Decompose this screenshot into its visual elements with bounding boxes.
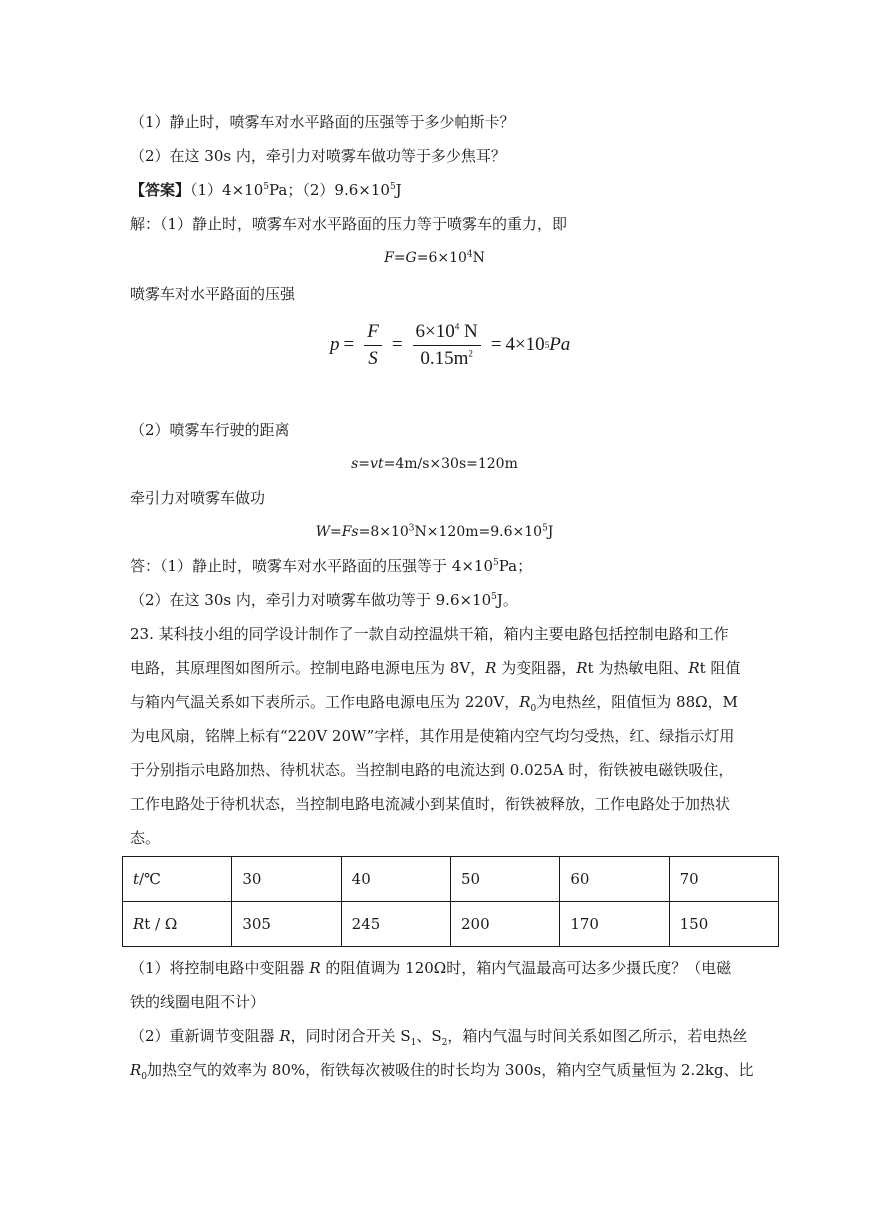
problem-23-line-2: 电路，其原理图如图所示。控制电路电源电压为 8V，R 为变阻器，Rt 为热敏电阻、Rt 阻值 [130,659,741,677]
pressure-label: 喷雾车对水平路面的压强 [130,285,296,303]
sub-question-1-line-2: 铁的线圈电阻不计） [130,993,266,1011]
question-2: （2）在这 30s 内，牵引力对喷雾车做功等于多少焦耳？ [130,147,506,165]
final-answer-1: 答：（1）静止时，喷雾车对水平路面的压强等于 $4\times 10^5Pa$； [130,557,533,575]
problem-23-line-5: 于分别指示电路加热、待机状态。当控制电路的电流达到 0.025A 时，衔铁被电磁铁吸住， [130,761,734,779]
table-header-cell: Rt / Ω [123,902,232,947]
problem-23-line-7: 态。 [130,829,161,847]
answer-part2-exp: 5 [389,182,396,192]
sub-question-2-line-1: （2）重新调节变阻器 R，同时闭合开关 $S_1$、$S_2$，箱内气温与时间关系如图乙所示，若电热丝 [130,1027,748,1048]
table-cell: 245 [341,902,450,947]
table-cell: 70 [669,857,778,902]
answer-part1-exp: 5 [263,182,269,192]
answer-part2: （2）9.6×10 [302,181,390,199]
question-1: （1）静止时，喷雾车对水平路面的压强等于多少帕斯卡？ [130,113,515,131]
table-cell: 30 [232,857,341,902]
table-cell: 170 [560,902,669,947]
table-header-cell: t/℃ [123,857,232,902]
answer-part2-unit: J [395,181,402,199]
problem-23-line-1: 23. 某科技小组的同学设计制作了一款自动控温烘干箱，箱内主要电路包括控制电路和工作 [130,625,729,643]
table-cell: 200 [450,902,559,947]
fraction-f-over-s: $\frac{F}{S}$ [364,321,382,370]
equation-distance: s=vt=4m/s×30s=120m [351,456,518,472]
problem-23-line-3: 与箱内气温关系如下表所示。工作电路电源电压为 220V，$R_0$为电热丝，阻值恒为 88Ω，M [130,693,738,714]
answer-line [130,180,402,200]
sub-question-1-line-1: （1）将控制电路中变阻器 R 的阻值调为 120Ω时，箱内气温最高可达多少摄氏度？（电磁 [130,959,732,977]
table-cell: 50 [450,857,559,902]
pressure-formula: p = $\frac{F}{S}$ = $\frac{6\times 10^4 N}{0.15m^2}$ = 4×10 5 Pa [330,320,571,369]
distance-label: （2）喷雾车行驶的距离 [130,421,290,439]
fraction-values: $\frac{6\times 10^4 N}{0.15m^2}$ [413,321,481,370]
equation-work: $W=Fs=8\times 10^3N\times 120m=9.6\times 10^5J$ [315,523,554,540]
solution-intro: 解：（1）静止时，喷雾车对水平路面的压力等于喷雾车的重力，即 [130,215,568,233]
table-cell: 150 [669,902,778,947]
work-label: 牵引力对喷雾车做功 [130,489,266,507]
table-row [123,902,779,947]
answer-part1: （1）4×10 [190,181,264,199]
table-row [123,857,779,902]
problem-23-line-4: 为电风扇，铭牌上标有“220V 20W”字样，其作用是使箱内空气均匀受热，红、绿指示灯用 [130,727,735,745]
equation-f-g: $F=G=6\times 10^4N$ [384,249,485,266]
temperature-resistance-table [122,856,779,947]
problem-23-line-6: 工作电路处于待机状态，当控制电路电流减小到某值时，衔铁被释放，工作电路处于加热状 [130,795,731,813]
sub-question-2-line-2: $R_0$加热空气的效率为 80%，衔铁每次被吸住的时长均为 300s，箱内空气质量恒为 2.2kg、比 [130,1061,754,1082]
table-cell: 305 [232,902,341,947]
table-cell: 40 [341,857,450,902]
final-answer-2: （2）在这 30s 内，牵引力对喷雾车做功等于 $9.6\times 10^5J$。 [130,591,518,609]
answer-part1-unit: Pa； [269,181,303,199]
table-cell: 60 [560,857,669,902]
answer-label: 【答案】 [130,181,191,199]
